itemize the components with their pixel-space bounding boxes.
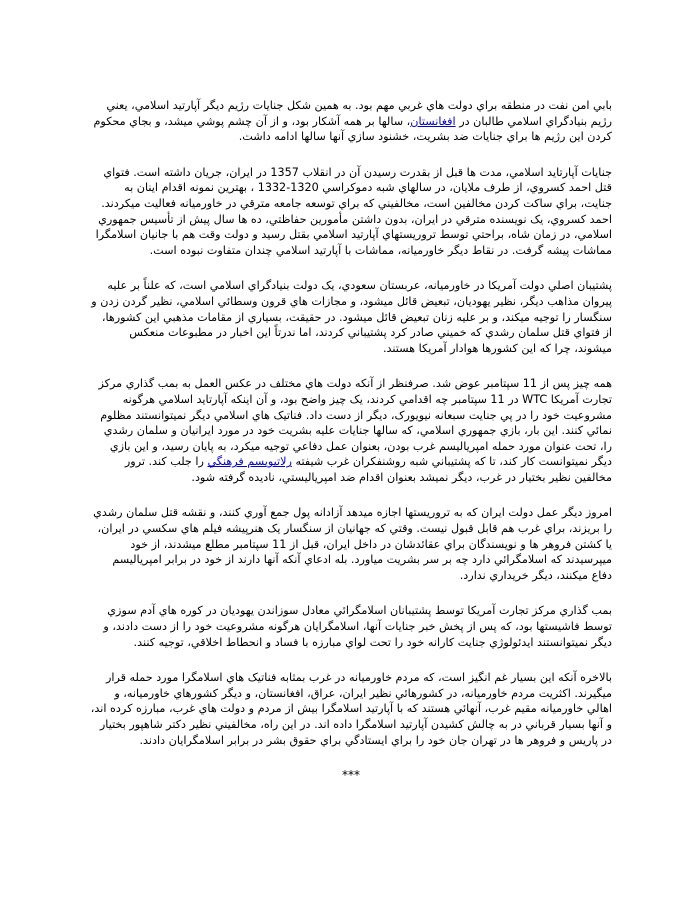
paragraph-3 (90, 278, 612, 356)
paragraph-7 (90, 670, 612, 748)
paragraph-1 (90, 98, 612, 145)
link-afghanistan[interactable]: افغانستان (410, 114, 456, 128)
paragraph-text: بمب گذاري مرکز تجارت آمريکا توسط پشتيبانان اسلامگرائي معادل سوزاندن يهوديان در کوره هاي آدم سوزي توسط فاشيستها بود، که پس از پخش خبر جنايات آنها، اسلامگرايان هرگونه مشروعيت خود را از دست دادند، و ديگر نميتوانستند ايدئولوژي جنايت کارانه خود را تحت لواي مبارزه با فساد و انحطاط اخلاقي، توجيه کنند. (103, 604, 612, 649)
paragraph-5 (90, 505, 612, 583)
paragraph-text: پشتيبان اصلي دولت آمريکا در خاورميانه، عربستان سعودي، يک دولت بنيادگراي اسلامي است، که علناً بر عليه پيروان مذاهب ديگر، نظير يهوديان، تبعيض قائل ميشود، و مجازات هاي قرون وسطائي اسلامي، نظير گردن زدن و سنگسار را توجيه ميکند، و بر عليه زنان تبعيض قائل ميشود. در حقيقت، بسياري از مقامات مذهبي اين کشورها، از فتواي قتل سلمان رشدي که خميني صادر کرد پشتيباني کردند، اما ندرتاً اين اخبار در مطبوعات منعکس ميشوند، چرا که اين کشورها هوادار آمريکا هستند. (91, 279, 612, 355)
section-separator: *** (342, 768, 360, 783)
paragraph-6 (90, 603, 612, 650)
paragraph-text: ، سالها بر همه آشکار بود، و از آن چشم پوشي ميشد، و بجاي محکوم کردن اين رژيم ها براي جنايات ضد بشريت، خشنود سازي آنها سالها ادامه داشت. (93, 114, 612, 144)
paragraph-4 (90, 376, 612, 485)
paragraph-text: را جلب کند. ترور مخالفين نظير بختيار در غرب، ديگر نميشد بعنوان اقدام ضد امپرياليستي، ناديده گرفته شود. (124, 455, 612, 484)
document-body (90, 98, 612, 784)
paragraph-text: همه چيز پس از 11 سپتامبر عوض شد. صرفنظر از آنکه دولت هاي مختلف در عکس العمل به بمب گذاري مرکز تجارت آمريکا WTC در 11 سپتامبر چه اقدامي کردند، يک چيز واضح بود، و آن اينکه آپارتايد اسلامي هرگونه مشروعيت خود را در پي جنايت سبعانه نيويورک، ديگر از دست داد. فناتيک هاي اسلامي ديگر نميتوانستند مظلوم نمائي کنند. اين بار، بازي جمهوري اسلامي، که سالها جنايات عليه بشريت خود در مورد ايرانيان و سلمان رشدي را، تحت عنوان مورد حمله امپرياليسم غرب بودن، بعنوان عمل دفاعي توجيه ميکرد، به پايان رسيد، و اين بازي ديگر نميتوانست کار کند، تا که پشتيباني شبه روشنفکران غرب شيفته (98, 377, 612, 469)
paragraph-2 (90, 165, 612, 259)
paragraph-text: امروز ديگر عمل دولت ايران که به تروريستها اجازه ميدهد آزادانه پول جمع آوري کنند، و نقشه قتل سلمان رشدي را بريزند، براي غرب هم قابل قبول نيست. وقتي که جهانيان از سنگسار يک هنرپيشه فيلم هاي سکسي در ايران، يا کشتن فروهر ها و نويسندگان براي عقائدشان در داخل ايران، قبل از 11 سپتامبر مطلع ميشدند، از خود ميپرسيدند که اسلامگرائي دارد چه بر سر بشريت مياورد. بله ادعاي آنکه آنها دارند از خود در برابر امپرياليسم دفاع ميکنند، ديگر خريداري ندارد. (93, 506, 612, 582)
paragraph-text: بالاخره آنکه اين بسيار غم انگيز است، که مردم خاورميانه در غرب بمثابه فناتيک هاي اسلامگرا مورد حمله قرار ميگيرند. اکثريت مردم خاورميانه، در کشورهائي نظير ايران، عراق، افغانستان، و ديگر کشورهاي خاورميانه، و اهالي خاورميانه مقيم غرب، آنهائي هستند که با آپارتيد اسلامگرا بيش از مردم و دولت هاي غرب، مبارزه کرده اند، و آنها بسيار قرباني در به چالش کشيدن آپارتيد اسلامگرا داده اند. در اين راه، مخالفيني نظير دکتر شاهپور بختيار در پاريس و فروهر ها در تهران جان خود را براي ايستادگي براي حقوق بشر در برابر اسلامگرايان دادند. (90, 671, 612, 747)
link-cultural-relativism[interactable]: رلاتيويسم فرهنگي (207, 455, 292, 469)
paragraph-text: جنايات آپارتايد اسلامي، مدت ها قبل از بقدرت رسيدن آن در انقلاب 1357 در ايران، جريان داشته است. فتواي قتل احمد کسروي، از طرف ملايان، در سالهاي شبه دموکراسي 1320-1332 ، بهترين نمونه اقدام اينان به جنايت، براي ساکت کردن مخالفين است، مخالفيني که براي توسعه جامعه مترقي در خاورميانه فعاليت ميکردند. احمد کسروي، يک نويسنده مترقي در ايران، بدون داشتن مأمورين حفاظتي، ده ها سال پيش از تأسيس جمهوري اسلامي، در زمان شاه، براحتي توسط تروريستهاي آپارتيد اسلامي بقتل رسيد و دولت وقت هم با جانيان اسلامگرا مماشات پيشه گرفت. در نقاط ديگر خاورميانه، مماشات با آپارتيد اسلامي چندان متفاوت نبوده است. (95, 165, 612, 257)
paragraph-text: بابي امن نفت در منطقه براي دولت هاي غربي مهم بود. به همين شکل جنايات رژيم ديگر آپارتيد اسلامي، يعني رژيم بنيادگراي اسلامي طالبان در (106, 99, 612, 128)
